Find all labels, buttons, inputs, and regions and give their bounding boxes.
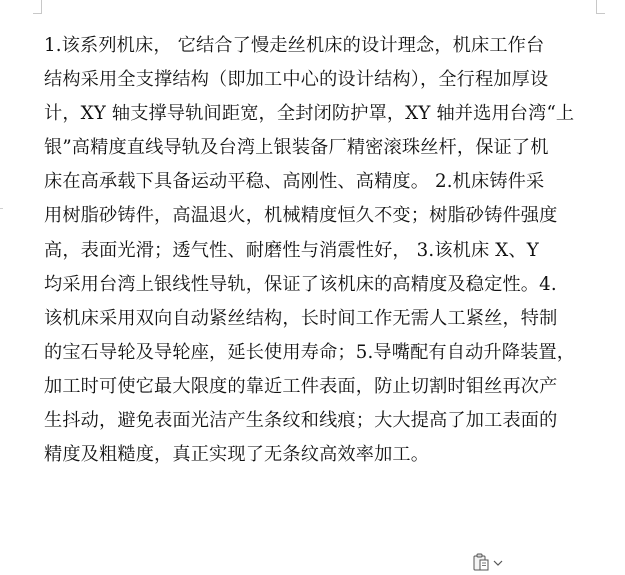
top-left-margin-mark bbox=[33, 0, 42, 14]
text-line[interactable]: 加工时可使它最大限度的靠近工件表面，防止切割时钼丝再次产 bbox=[44, 376, 558, 397]
text-line[interactable]: 精度及粗糙度，真正实现了无条纹高效率加工。 bbox=[44, 444, 430, 465]
text-line[interactable]: 生抖动，避免表面光洁产生条纹和线痕；大大提高了加工表面的 bbox=[44, 410, 558, 431]
text-line[interactable]: 该机床采用双向自动紧丝结构，长时间工作无需人工紧丝，特制 bbox=[44, 308, 558, 329]
text-line[interactable]: 用树脂砂铸件，高温退火，机械精度恒久不变；树脂砂铸件强度 bbox=[44, 205, 558, 226]
text-line[interactable]: 银”高精度直线导轨及台湾上银装备厂精密滚珠丝杆，保证了机 bbox=[44, 137, 549, 158]
text-line[interactable]: 结构采用全支撑结构（即加工中心的设计结构），全行程加厚设 bbox=[44, 69, 549, 90]
clipboard-paste-icon[interactable] bbox=[472, 553, 512, 571]
text-line[interactable]: 均采用台湾上银线性导轨，保证了该机床的高精度及稳定性。4. bbox=[44, 274, 557, 295]
text-line[interactable]: 1.该系列机床， 它结合了慢走丝机床的设计理念，机床工作台 bbox=[44, 35, 545, 56]
text-line[interactable]: 床在高承载下具备运动平稳、高刚性、高精度。 2.机床铸件采 bbox=[44, 171, 545, 192]
text-line[interactable]: 计，XY 轴支撑导轨间距宽，全封闭防护罩，XY 轴并选用台湾“上 bbox=[44, 103, 575, 124]
text-line[interactable]: 高，表面光滑；透气性、耐磨性与消震性好， 3.该机床 X、Y bbox=[44, 240, 539, 261]
left-margin-tick bbox=[0, 208, 3, 209]
text-line[interactable]: 的宝石导轮及导轮座，延长使用寿命；5.导嘴配有自动升降装置， bbox=[44, 342, 576, 363]
top-right-margin-mark bbox=[596, 0, 605, 14]
